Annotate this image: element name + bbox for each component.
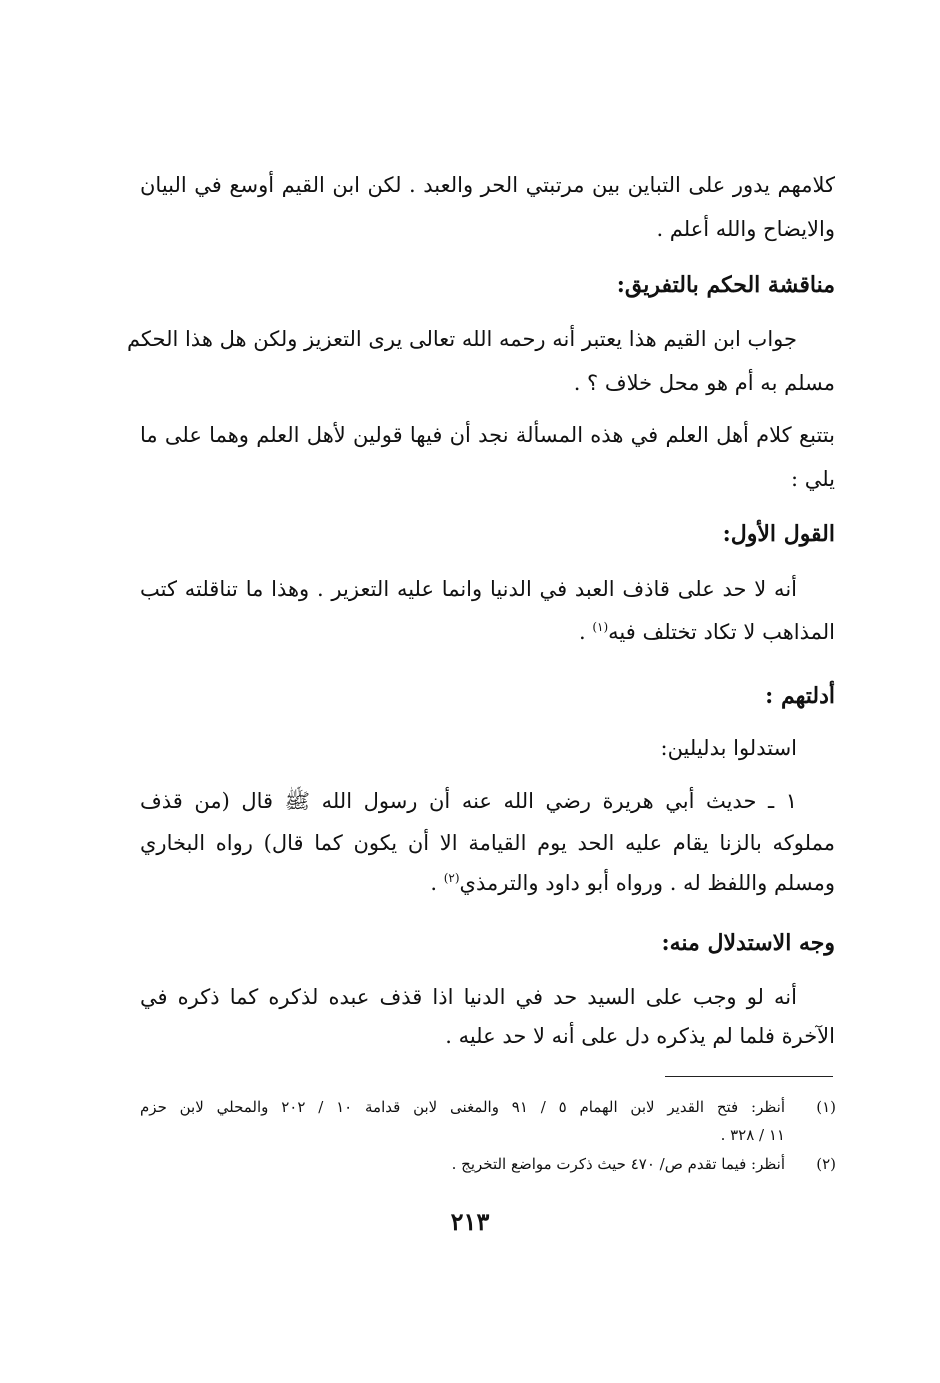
paragraph-line: مسلم به أم هو محل خلاف ؟ .: [573, 371, 835, 395]
text-column: [126, 0, 835, 1383]
section-heading: وجه الاستدلال منه:: [661, 930, 835, 956]
section-heading: أدلتهم :: [765, 683, 835, 709]
footnote-number: (١): [816, 1098, 836, 1116]
footnote-ref: (٢): [443, 871, 460, 885]
section-heading: القول الأول:: [722, 521, 835, 547]
paragraph-line: أنه لا حد على قاذف العبد في الدنيا وانما عليه التعزير . وهذا ما تناقلته كتب: [140, 577, 797, 601]
footnote-text: أنظر: فيما تقدم ص/ ٤٧٠ حيث ذكرت مواضع التخريج .: [451, 1155, 785, 1173]
page-number: ٢١٣: [450, 1207, 490, 1236]
paragraph-line: جواب ابن القيم هذا يعتبر أنه رحمه الله تعالى يرى التعزيز ولكن هل هذا الحكم: [126, 327, 797, 351]
paragraph-line: والايضاح والله أعلم .: [656, 217, 835, 241]
paragraph-line: مملوكه بالزنا يقام عليه الحد يوم القيامة الا أن يكون كما قال) رواه البخاري: [140, 831, 835, 855]
paragraph-line: [140, 617, 835, 647]
footnote-number: (٢): [816, 1155, 836, 1173]
footnote-text: ١١ / ٣٢٨ .: [720, 1126, 785, 1144]
paragraph-text: المذاهب لا تكاد تختلف فيه: [608, 620, 835, 644]
paragraph-line: أنه لو وجب على السيد حد في الدنيا اذا قذف عبده لذكره كما ذكره في: [140, 985, 797, 1009]
paragraph-line: ١ ـ حديث أبي هريرة رضي الله عنه أن رسول الله ﷺ قال (من قذف: [140, 789, 797, 813]
footnote-ref: (١): [592, 620, 609, 634]
footnote-separator: [665, 1076, 833, 1077]
paragraph-text: .: [578, 620, 593, 644]
paragraph-line: كلامهم يدور على التباين بين مرتبتي الحر والعبد . لكن ابن القيم أوسع في البيان: [140, 173, 835, 197]
paragraph-text: .: [430, 871, 444, 895]
paragraph-line: يلي :: [790, 467, 835, 491]
paragraph-line: [140, 868, 835, 898]
section-heading: مناقشة الحكم بالتفريق:: [616, 272, 835, 298]
footnote-text: أنظر: فتح القدير لابن الهمام ٥ / ٩١ والمغنى لابن قدامة ١٠ / ٢٠٢ والمحلي لابن حزم: [140, 1098, 786, 1116]
paragraph-line: استدلوا بدليلين:: [660, 736, 797, 760]
paragraph-text: ومسلم واللفظ له . ورواه أبو داود والترمذي: [459, 871, 835, 895]
paragraph-line: الآخرة فلما لم يذكره دل على أنه لا حد عليه .: [445, 1024, 835, 1048]
paragraph-line: بتتبع كلام أهل العلم في هذه المسألة نجد أن فيها قولين لأهل العلم وهما على ما: [140, 423, 835, 447]
